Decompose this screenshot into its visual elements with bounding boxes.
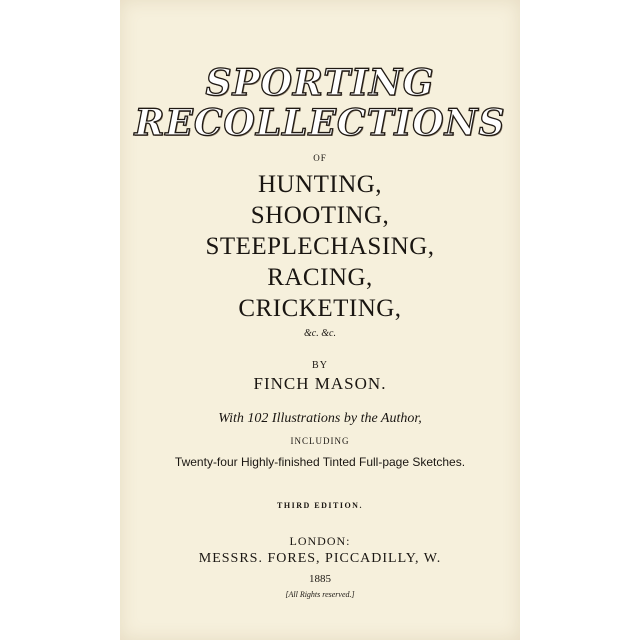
sketches-text: Twenty-four Highly-finished Tinted Full-page Sketches. [174,455,466,469]
subject-shooting: SHOOTING, [250,202,390,229]
publisher-text: MESSRS. FORES, PICCADILLY, W. [198,551,442,566]
including-text: INCLUDING [290,436,350,446]
subject-racing: RACING, [267,264,373,291]
year-text: 1885 [309,573,331,585]
rights-text: [All Rights reserved.] [285,590,355,599]
title-page [120,0,520,640]
place-text: LONDON: [289,534,351,548]
subject-hunting: HUNTING, [257,171,383,198]
etc-text: &c. &c. [304,328,336,339]
subject-cricketing: CRICKETING, [238,295,402,322]
of-text: OF [313,153,327,163]
edition-text: THIRD EDITION. [277,501,363,510]
subject-steeplechasing: STEEPLECHASING, [205,233,435,260]
by-text: BY [312,360,328,371]
illustrations-text: With 102 Illustrations by the Author, [218,411,422,426]
author-name: FINCH MASON. [253,374,387,393]
title-line-2: RECOLLECTIONS [134,102,506,144]
title-line-1: SPORTING [205,62,435,104]
